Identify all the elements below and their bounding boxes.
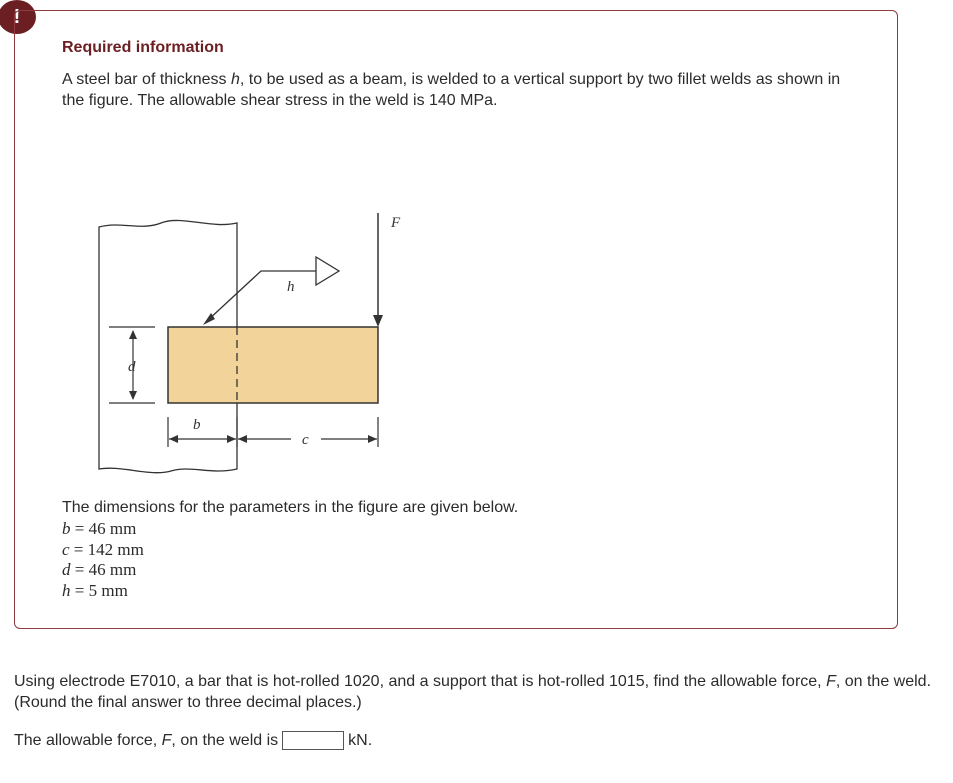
dimension-value: 46 mm xyxy=(88,560,137,579)
dimension-row: d = 46 mm xyxy=(62,560,137,579)
dimensions-list xyxy=(62,519,144,601)
required-info-panel xyxy=(14,10,898,629)
dimension-row: h = 5 mm xyxy=(62,580,128,600)
dimension-symbol: h xyxy=(62,580,71,600)
question-part: Using electrode E7010, a bar that is hot-rolled 1020, and a support that is hot-rolled 1015, find the allowable force, xyxy=(14,673,827,690)
answer-var-f: F xyxy=(161,731,172,749)
exclamation-icon: ! xyxy=(13,6,21,28)
weld-figure xyxy=(81,203,441,493)
weld-label: h xyxy=(287,279,295,295)
dimensions-intro: The dimensions for the parameters in the figure are given below. xyxy=(62,499,519,516)
force-label: F xyxy=(391,215,401,231)
dimension-value: 5 mm xyxy=(88,580,128,600)
beam-bar xyxy=(168,327,378,403)
required-info-title: Required information xyxy=(62,39,224,56)
c-label: c xyxy=(302,432,309,448)
statement-part: , to be used as a beam, is welded to a vertical support by two fillet welds as shown in the figure. The allowable shear stress in the weld is 140 MPa. xyxy=(62,71,841,109)
answer-middle: , on the weld is xyxy=(171,731,279,749)
force-arrowhead xyxy=(373,315,383,327)
c-arrow-left xyxy=(238,435,247,443)
problem-statement xyxy=(62,69,852,111)
dimension-value: 142 mm xyxy=(87,539,144,559)
answer-prefix: The allowable force, xyxy=(14,731,162,749)
dimension-row: c = 142 mm xyxy=(62,539,144,559)
c-arrow-right xyxy=(368,435,377,443)
dimension-symbol: d xyxy=(62,560,71,579)
d-label: d xyxy=(128,359,136,375)
question-part: , on the weld. (Round the final answer to three decimal places.) xyxy=(14,673,932,711)
weld-tail xyxy=(316,257,339,285)
question-text xyxy=(14,671,934,713)
dimension-value: 46 mm xyxy=(88,519,137,538)
question-var-f: F xyxy=(826,673,836,690)
answer-row xyxy=(14,731,372,750)
dimension-row: b = 46 mm xyxy=(62,519,137,538)
dimension-symbol: c xyxy=(62,539,70,559)
dimension-symbol: b xyxy=(62,519,71,538)
answer-unit: kN. xyxy=(348,731,373,749)
allowable-force-input[interactable] xyxy=(282,731,344,750)
statement-var-h: h xyxy=(230,71,240,88)
statement-part: A steel bar of thickness xyxy=(62,71,231,88)
b-label: b xyxy=(193,417,201,433)
